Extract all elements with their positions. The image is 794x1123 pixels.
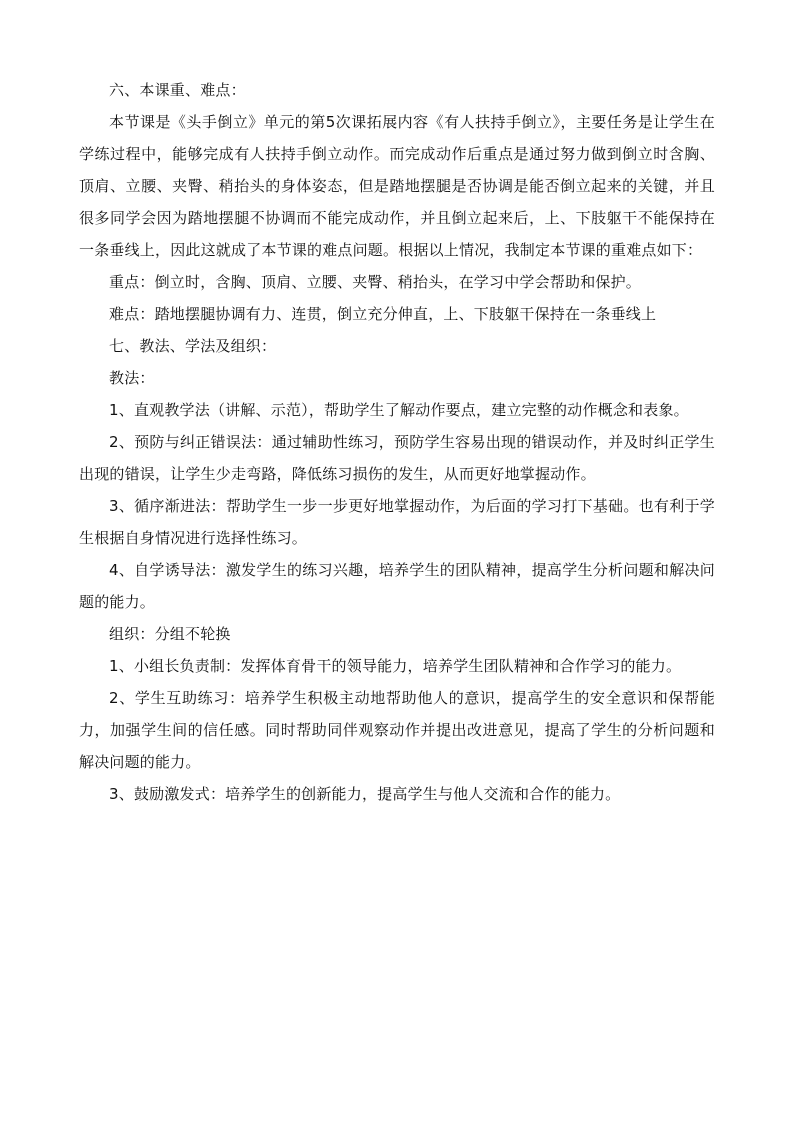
organization-item: 1、小组长负责制：发挥体育骨干的领导能力，培养学生团队精神和合作学习的能力。: [109, 657, 682, 675]
organization-heading: 组织：分组不轮换: [109, 625, 231, 643]
teaching-method-item: 4、自学诱导法：激发学生的练习兴趣，培养学生的团队精神，提高学生分析问题和解决问题的能力。: [79, 561, 715, 611]
teaching-method-item: 1、直观教学法（讲解、示范），帮助学生了解动作要点，建立完整的动作概念和表象。: [109, 401, 689, 419]
teaching-method-item: 3、循序渐进法：帮助学生一步一步更好地掌握动作，为后面的学习打下基础。也有利于学生根据自身情况进行选择性练习。: [79, 497, 715, 547]
difficulty-point: 难点：踏地摆腿协调有力、连贯，倒立充分伸直，上、下肢躯干保持在一条垂线上: [109, 305, 657, 323]
organization-item: 3、鼓励激发式：培养学生的创新能力，提高学生与他人交流和合作的能力。: [109, 785, 621, 803]
organization-item: 2、学生互助练习：培养学生积极主动地帮助他人的意识，提高学生的安全意识和保帮能力，加强学生间的信任感。同时帮助同伴观察动作并提出改进意见，提高了学生的分析问题和解决问题的能力。: [79, 689, 715, 771]
section-6-intro: 本节课是《头手倒立》单元的第5次课拓展内容《有人扶持手倒立》，主要任务是让学生在学练过程中，能够完成有人扶持手倒立动作。而完成动作后重点是通过努力做到倒立时含胸、顶肩、立腰、夹臀、稍抬头的身体姿态，但是踏地摆腿是否协调是能否倒立起来的关键，并且很多同学会因为踏地摆腿不协调而不能完成动作，并且倒立起来后，上、下肢躯干不能保持在一条垂线上，因此这就成了本节课的难点问题。根据以上情况，我制定本节课的重难点如下：: [79, 113, 715, 259]
teaching-method-item: 2、预防与纠正错误法：通过辅助性练习，预防学生容易出现的错误动作，并及时纠正学生出现的错误，让学生少走弯路，降低练习损伤的发生，从而更好地掌握动作。: [79, 433, 715, 483]
teaching-method-heading: 教法：: [109, 369, 155, 387]
key-point: 重点：倒立时，含胸、顶肩、立腰、夹臀、稍抬头，在学习中学会帮助和保护。: [109, 273, 642, 291]
section-6-heading: 六、本课重、难点：: [109, 81, 246, 99]
section-7-heading: 七、教法、学法及组织：: [109, 337, 277, 355]
document-page: [79, 74, 715, 810]
